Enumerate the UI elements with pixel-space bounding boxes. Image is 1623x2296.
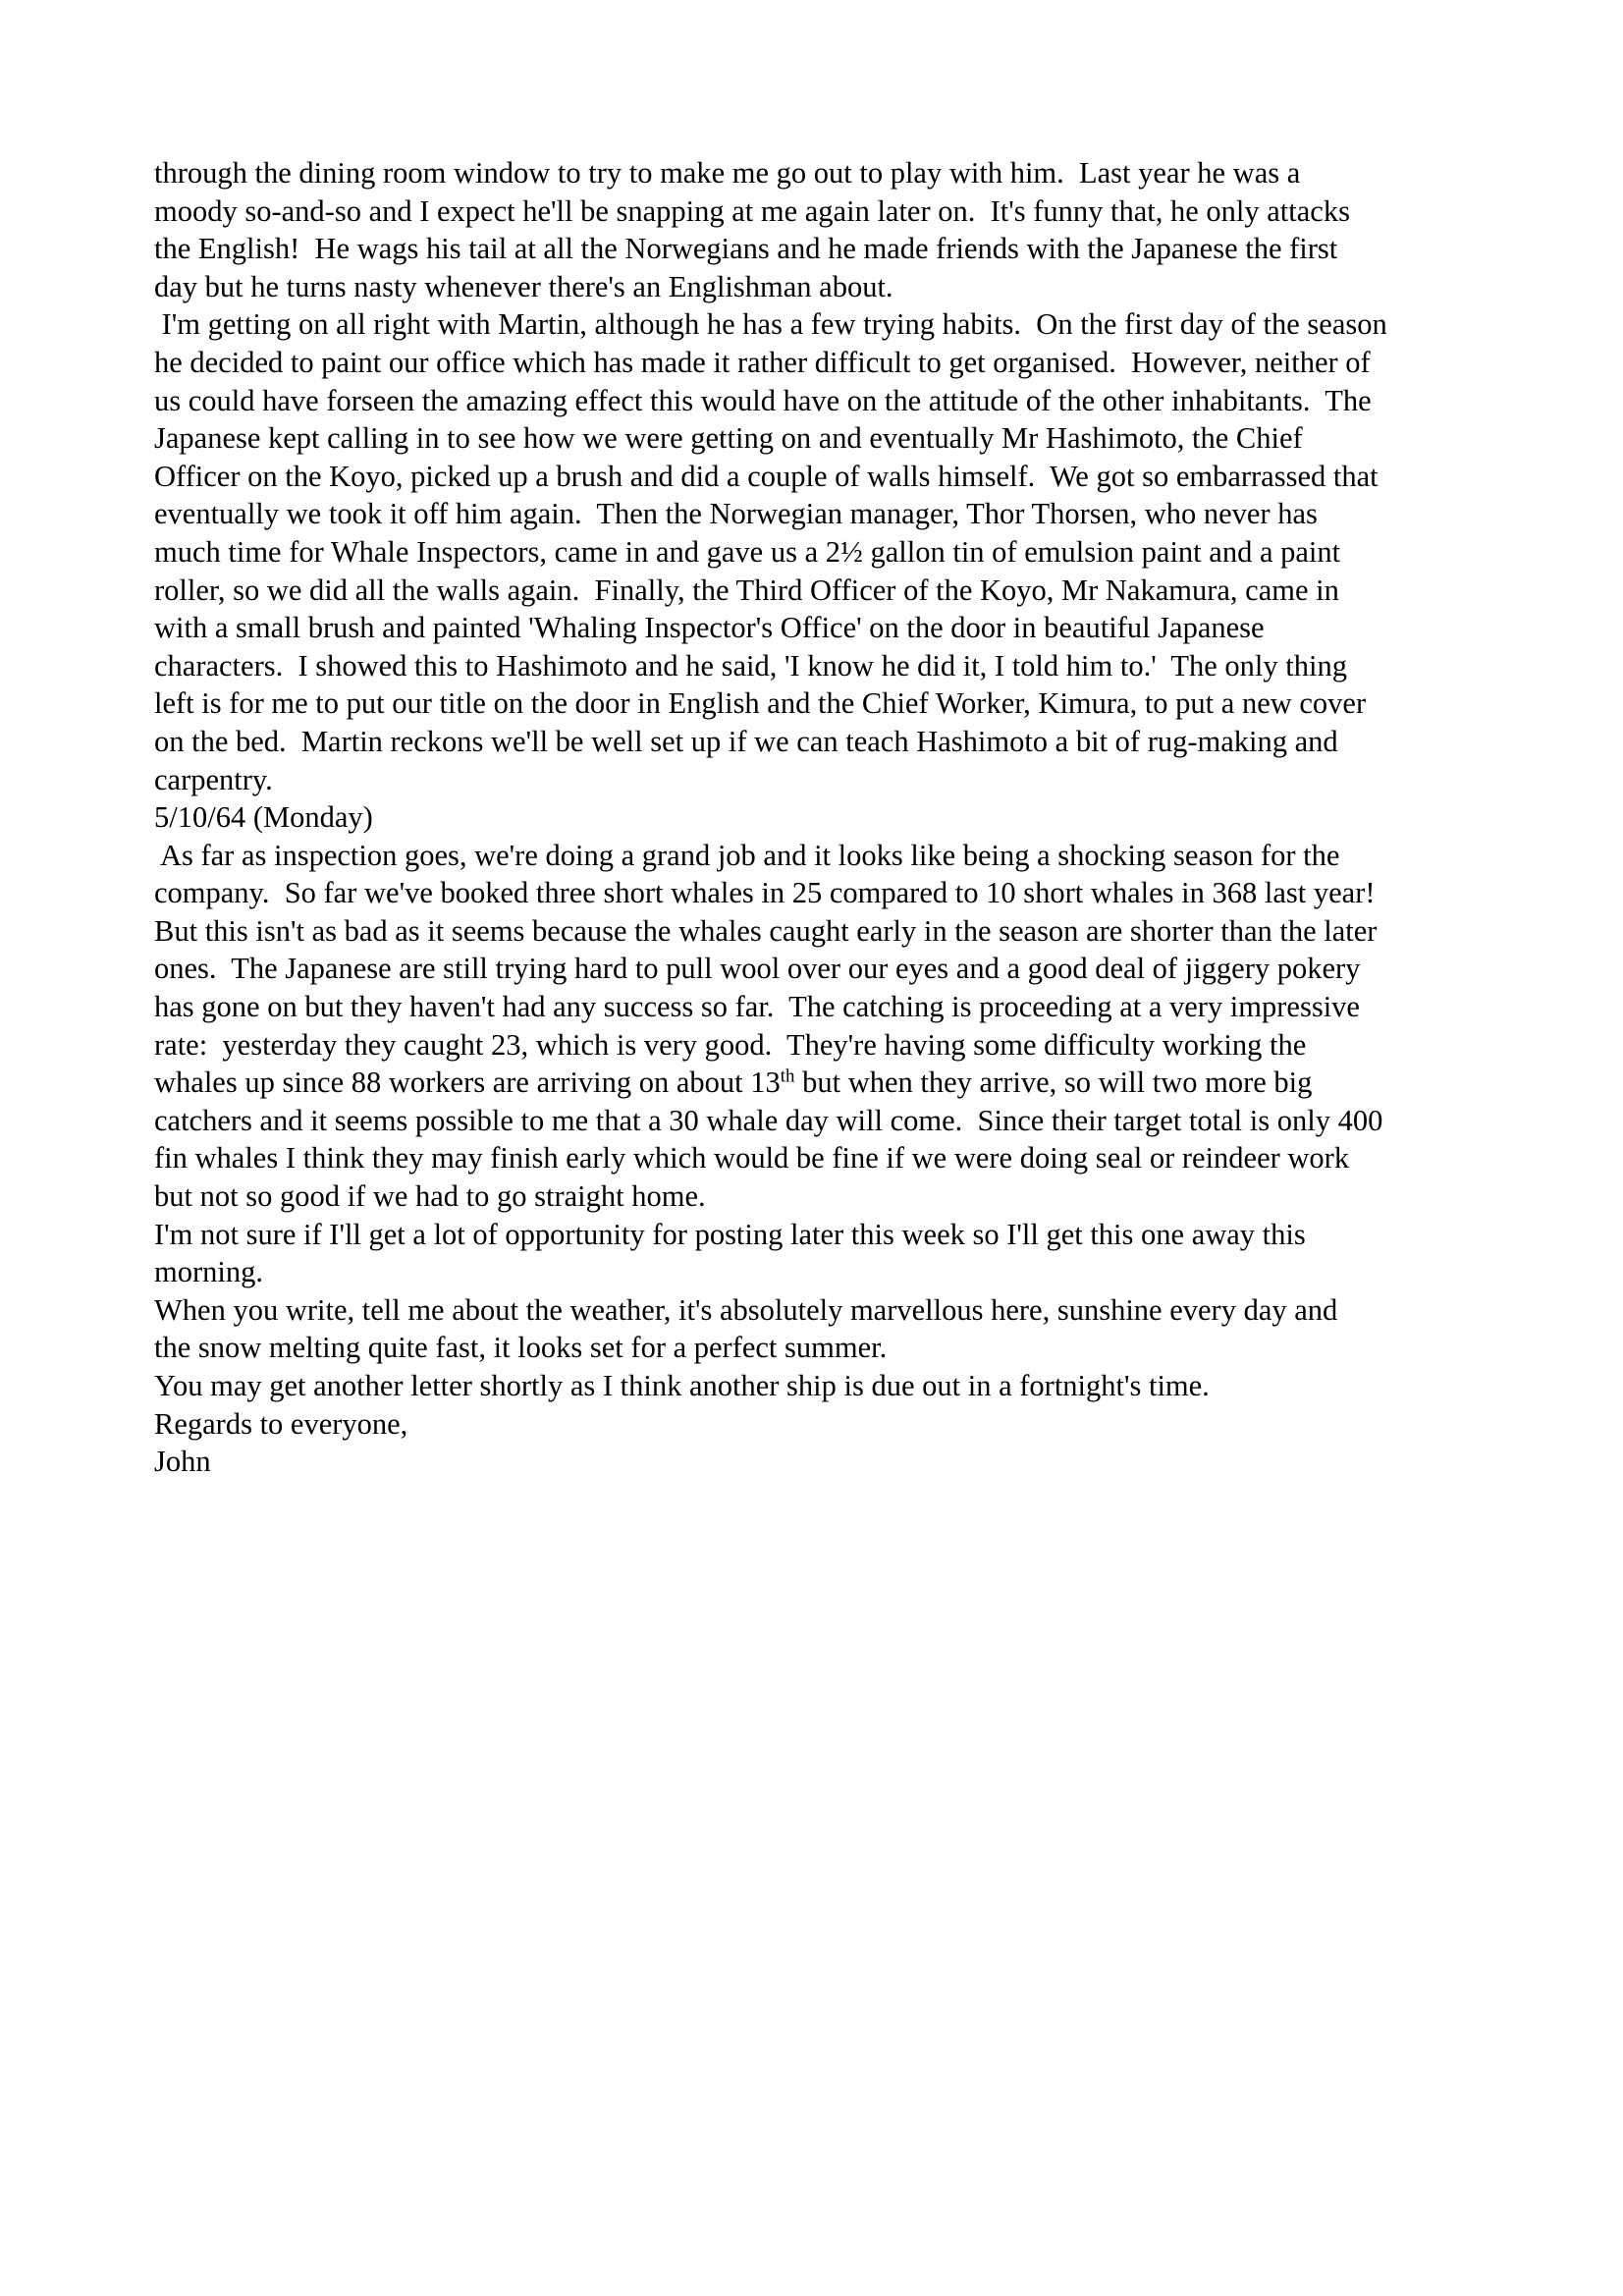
letter-line: much time for Whale Inspectors, came in and gave us a 2½ gallon tin of emulsion paint and a paint bbox=[154, 534, 1341, 569]
letter-line: You may get another letter shortly as I think another ship is due out in a fortnight's time. bbox=[154, 1369, 1210, 1402]
letter-line: morning. bbox=[154, 1255, 263, 1289]
letter-line: company. So far we've booked three short whales in 25 compared to 10 short whales in 368 last year! bbox=[154, 876, 1376, 910]
sup-line-after: but when they arrive, so will two more big bbox=[794, 1066, 1313, 1100]
letter-line: with a small brush and painted 'Whaling Inspector's Office' on the door in beautiful Japanese bbox=[154, 611, 1265, 645]
letter-line: he decided to paint our office which has made it rather difficult to get organised. However, neither of bbox=[154, 345, 1371, 379]
letter-line: eventually we took it off him again. Then the Norwegian manager, Thor Thorsen, who never has bbox=[154, 497, 1318, 531]
letter-line: When you write, tell me about the weather, it's absolutely marvellous here, sunshine every day and bbox=[154, 1292, 1338, 1327]
letter-line: the snow melting quite fast, it looks set for a perfect summer. bbox=[154, 1331, 888, 1365]
letter-line: has gone on but they haven't had any success so far. The catching is proceeding at a very impressive bbox=[154, 990, 1360, 1024]
letter-line: I'm not sure if I'll get a lot of opportunity for posting later this week so I'll get this one away this bbox=[154, 1217, 1306, 1251]
date-heading: 5/10/64 (Monday) bbox=[154, 800, 373, 835]
signature-name: John bbox=[154, 1445, 211, 1479]
letter-line: But this isn't as bad as it seems because the whales caught early in the season are shorter than the later bbox=[154, 913, 1378, 948]
letter-line: roller, so we did all the walls again. Finally, the Third Officer of the Koyo, Mr Nakamura, came in bbox=[154, 573, 1339, 607]
letter-line: day but he turns nasty whenever there's an Englishman about. bbox=[154, 269, 893, 303]
letter-line-with-superscript bbox=[154, 1064, 1489, 1102]
letter-line: left is for me to put our title on the door in English and the Chief Worker, Kimura, to put a new cover bbox=[154, 686, 1367, 721]
letter-line: Officer on the Koyo, picked up a brush and did a couple of walls himself. We got so embarrassed that bbox=[154, 459, 1379, 493]
letter-line: As far as inspection goes, we're doing a grand job and it looks like being a shocking season for the bbox=[154, 838, 1340, 872]
letter-line: rate: yesterday they caught 23, which is very good. They're having some difficulty working the bbox=[154, 1027, 1307, 1062]
letter-line: I'm getting on all right with Martin, although he has a few trying habits. On the first day of the season bbox=[154, 307, 1387, 342]
letter-line: moody so-and-so and I expect he'll be snapping at me again later on. It's funny that, he only attacks bbox=[154, 193, 1350, 228]
letter-line: ones. The Japanese are still trying hard to pull wool over our eyes and a good deal of jiggery pokery bbox=[154, 952, 1361, 986]
letter-body bbox=[154, 154, 1489, 1481]
letter-line: on the bed. Martin reckons we'll be well set up if we can teach Hashimoto a bit of rug-making and bbox=[154, 724, 1338, 758]
letter-line: characters. I showed this to Hashimoto and he said, 'I know he did it, I told him to.' The only thing bbox=[154, 648, 1347, 683]
letter-line: catchers and it seems possible to me that a 30 whale day will come. Since their target total is only 400 bbox=[154, 1103, 1383, 1137]
letter-line: Japanese kept calling in to see how we were getting on and eventually Mr Hashimoto, the Chief bbox=[154, 421, 1303, 456]
sup-line-before: whales up since 88 workers are arriving on about 13 bbox=[154, 1066, 781, 1100]
letter-line: the English! He wags his tail at all the Norwegians and he made friends with the Japanese the first bbox=[154, 232, 1338, 266]
letter-line: through the dining room window to try to make me go out to play with him. Last year he was a bbox=[154, 156, 1301, 190]
letter-line: fin whales I think they may finish early which would be fine if we were doing seal or reindeer work bbox=[154, 1141, 1350, 1175]
letter-line: us could have forseen the amazing effect this would have on the attitude of the other inhabitants. The bbox=[154, 383, 1372, 417]
ordinal-superscript: th bbox=[780, 1066, 795, 1087]
closing-regards: Regards to everyone, bbox=[154, 1406, 408, 1441]
letter-line: carpentry. bbox=[154, 762, 273, 796]
letter-line: but not so good if we had to go straight home. bbox=[154, 1179, 706, 1214]
